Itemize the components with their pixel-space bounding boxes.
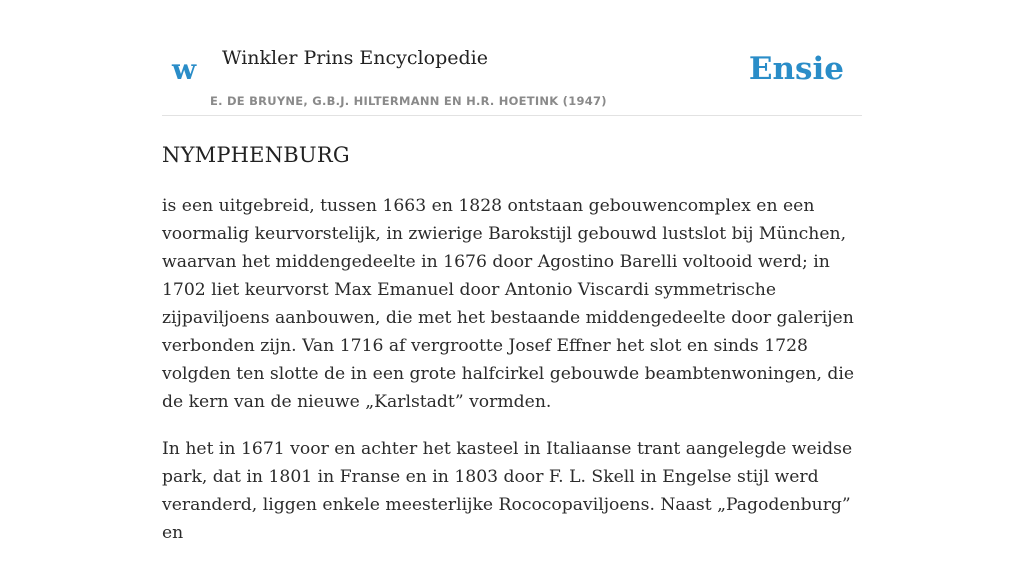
ensie-logo[interactable]: Ensie	[748, 51, 844, 87]
entry-paragraph: In het in 1671 voor en achter het kasteel in Italiaanse trant aangelegde weidse park, dat in 1801 in Franse en in 1803 door F. L. Skell in Engelse stijl werd veranderd, liggen enkele meesterlijke Rococopaviljoens. Naast „Pagodenburg” en	[162, 439, 853, 543]
entry-paragraph: is een uitgebreid, tussen 1663 en 1828 ontstaan gebouwencomplex en een voormalig keurvorstelijk, in zwierige Barokstijl gebouwd lustslot bij München, waarvan het middengedeelte in 1676 door Agostino Barelli voltooid werd; in 1702 liet keurvorst Max Emanuel door Antonio Viscardi symmetrische zijpaviljoens aanbouwen, die met het bestaande middengedeelte door galerijen verbonden zijn. Van 1716 af vergrootte Josef Effner het slot en sinds 1728 volgden ten slotte de in een grote halfcirkel gebouwde beambtenwoningen, die de kern van de nieuwe „Karlstadt” vormden.	[162, 196, 855, 412]
entry-body	[162, 192, 862, 566]
winkler-prins-logo-icon[interactable]: w	[172, 53, 197, 86]
entry-title: NYMPHENBURG	[162, 143, 350, 167]
site-title[interactable]: Winkler Prins Encyclopedie	[222, 47, 488, 69]
site-subtitle: E. DE BRUYNE, G.B.J. HILTERMANN EN H.R. HOETINK (1947)	[210, 94, 607, 108]
site-header	[162, 0, 862, 116]
encyclopedia-page	[162, 0, 862, 543]
